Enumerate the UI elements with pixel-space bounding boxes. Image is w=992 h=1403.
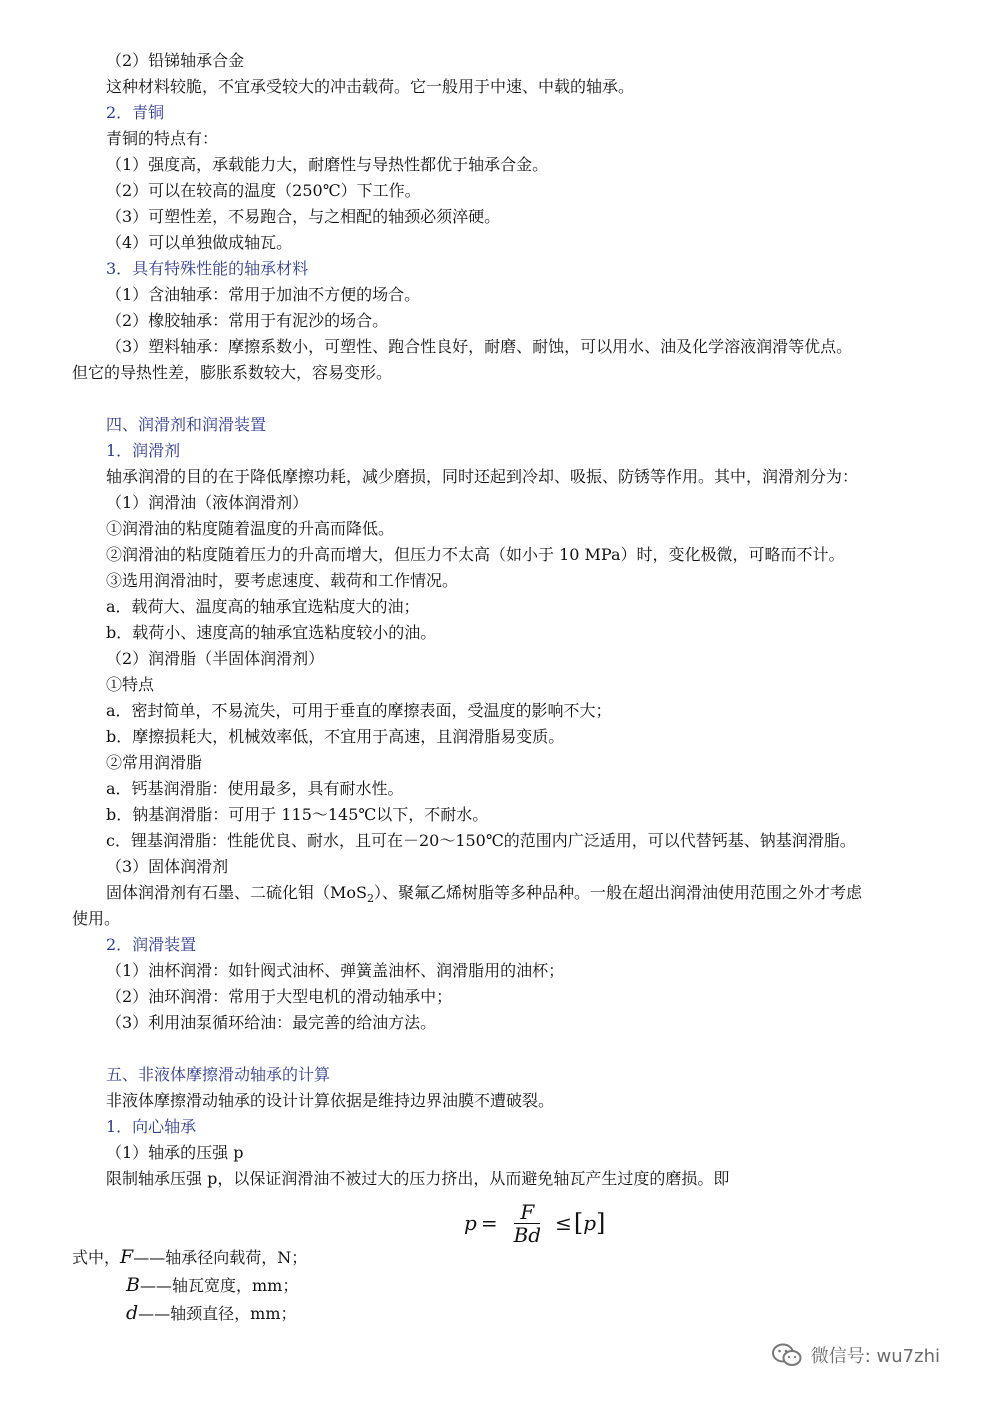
text-line-b-2: （1）油杯润滑：如针阀式油杯、弹簧盖油杯、润滑脂用的油杯； <box>106 961 565 980</box>
defs-line-1: 式中，F——轴承径向载荷，N； <box>72 1246 308 1268</box>
defs-line-2: B——轴瓦宽度，mm； <box>126 1274 299 1296</box>
text-line-b-0: 使用。 <box>72 909 121 928</box>
text-line-13: 四、润滑剂和润滑装置 <box>106 415 267 434</box>
text-line-b-5: 五、非液体摩擦滑动轴承的计算 <box>106 1065 331 1084</box>
text-line-23: ①特点 <box>106 675 155 694</box>
text-line-0: （2）铅锑轴承合金 <box>106 51 245 70</box>
text-line-8: 3．具有特殊性能的轴承材料 <box>106 259 309 278</box>
text-line-5: （2）可以在较高的温度（250℃）下工作。 <box>106 181 421 200</box>
text-line-30: （3）固体润滑剂 <box>106 857 229 876</box>
text-line-21: b．载荷小、速度高的轴承宜选粘度较小的油。 <box>106 623 437 642</box>
fraction: $\frac{F}{Bd}$ <box>513 1199 542 1247</box>
text-line-22: （2）润滑脂（半固体润滑剂） <box>106 649 325 668</box>
text-line-2: 2．青铜 <box>106 103 165 122</box>
pressure-formula: p = $\frac{F}{Bd}$ ≤ [ p ] <box>464 1199 606 1247</box>
text-line-b-6: 非液体摩擦滑动轴承的设计计算依据是维持边界油膜不遭破裂。 <box>106 1091 555 1110</box>
text-line-26: ②常用润滑脂 <box>106 753 203 772</box>
text-line-4: （1）强度高，承载能力大，耐磨性与导热性都优于轴承合金。 <box>106 155 549 174</box>
text-line-6: （3）可塑性差，不易跑合，与之相配的轴颈必须淬硬。 <box>106 207 501 226</box>
defs-line-3: d——轴颈直径，mm； <box>126 1302 297 1324</box>
text-line-20: a．载荷大、温度高的轴承宜选粘度大的油； <box>106 597 420 616</box>
text-line-27: a．钙基润滑脂：使用最多，具有耐水性。 <box>106 779 404 798</box>
text-line-9: （1）含油轴承：常用于加油不方便的场合。 <box>106 285 421 304</box>
text-line-3: 青铜的特点有： <box>106 129 219 148</box>
text-line-12: 但它的导热性差，膨胀系数较大，容易变形。 <box>72 363 393 382</box>
text-line-29: c．锂基润滑脂：性能优良、耐水，且可在－20～150℃的范围内广泛适用，可以代替钙基、钠基润滑脂。 <box>106 831 856 850</box>
text-line-b-7: 1．向心轴承 <box>106 1117 197 1136</box>
text-line-18: ②润滑油的粘度随着压力的升高而增大，但压力不太高（如小于 10 MPa）时，变化极微，可略而不计。 <box>106 545 845 564</box>
text-line-1: 这种材料较脆，不宜承受较大的冲击载荷。它一般用于中速、中载的轴承。 <box>106 77 635 96</box>
text-line-24: a．密封简单，不易流失，可用于垂直的摩擦表面，受温度的影响不大； <box>106 701 612 720</box>
text-line-b-9: 限制轴承压强 p，以保证润滑油不被过大的压力挤出，从而避免轴瓦产生过度的磨损。即 <box>106 1169 730 1188</box>
text-line-19: ③选用润滑油时，要考虑速度、载荷和工作情况。 <box>106 571 459 590</box>
text-line-25: b．摩擦损耗大，机械效率低，不宜用于高速，且润滑脂易变质。 <box>106 727 565 746</box>
text-line-14: 1．润滑剂 <box>106 441 181 460</box>
wechat-icon <box>771 1342 803 1368</box>
text-line-11: （3）塑料轴承：摩擦系数小，可塑性、跑合性良好，耐磨、耐蚀，可以用水、油及化学溶液润滑等优点。 <box>106 337 853 356</box>
text-line-15: 轴承润滑的目的在于降低摩擦功耗，减少磨损，同时还起到冷却、吸振、防锈等作用。其中，润滑剂分为： <box>106 467 859 486</box>
mos2-line: 固体润滑剂有石墨、二硫化钼（MoS$_2$）、聚氟乙烯树脂等多种品种。一般在超出润滑油使用范围之外才考虑 <box>106 883 862 906</box>
text-line-28: b．钠基润滑脂：可用于 115～145℃以下，不耐水。 <box>106 805 489 824</box>
text-line-7: （4）可以单独做成轴瓦。 <box>106 233 293 252</box>
text-line-16: （1）润滑油（液体润滑剂） <box>106 493 309 512</box>
text-line-b-8: （1）轴承的压强 p <box>106 1143 244 1162</box>
text-line-17: ①润滑油的粘度随着温度的升高而降低。 <box>106 519 395 538</box>
text-line-b-3: （2）油环润滑：常用于大型电机的滑动轴承中； <box>106 987 453 1006</box>
text-line-b-1: 2．润滑装置 <box>106 935 197 954</box>
watermark-text: 微信号: wu7zhi <box>810 1346 940 1367</box>
watermark <box>771 1340 940 1370</box>
text-line-10: （2）橡胶轴承：常用于有泥沙的场合。 <box>106 311 389 330</box>
text-line-b-4: （3）利用油泵循环给油：最完善的给油方法。 <box>106 1013 437 1032</box>
